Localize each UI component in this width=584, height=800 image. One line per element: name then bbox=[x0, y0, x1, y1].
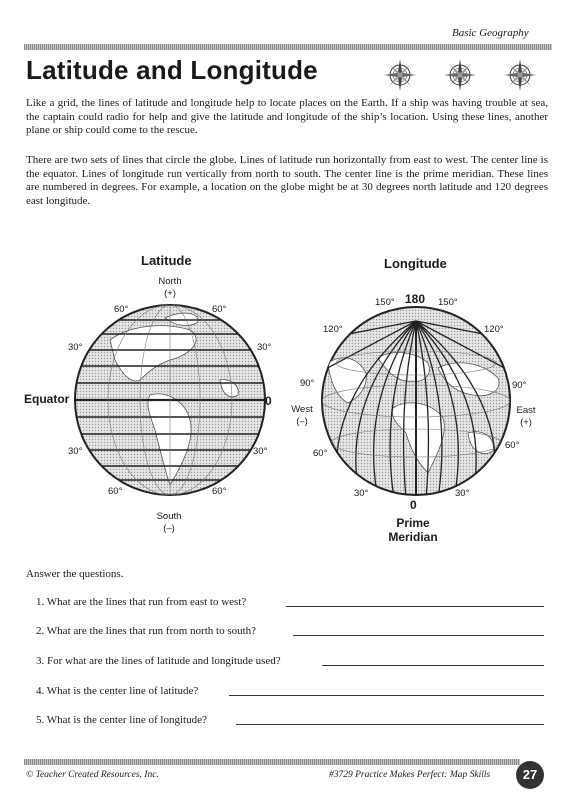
question-4: 4. What is the center line of latitude? bbox=[36, 685, 199, 697]
compass-rose-icon bbox=[383, 58, 417, 92]
lon-150-e: 150° bbox=[438, 297, 458, 308]
lon-150-w: 150° bbox=[375, 297, 395, 308]
longitude-globe bbox=[318, 303, 514, 499]
question-2: 2. What are the lines that run from north to south? bbox=[36, 625, 257, 637]
answer-line-1[interactable] bbox=[286, 606, 544, 607]
top-divider bbox=[24, 44, 552, 50]
lon-60-w: 60° bbox=[313, 448, 328, 459]
question-5: 5. What is the center line of longitude? bbox=[36, 714, 207, 726]
intro-paragraph: Like a grid, the lines of latitude and longitude help to locate places on the Earth. If a ship was having trouble at sea, the captain could radio for help and give the latitude and longitude of the ship’s location. Using these lines, another plane or ship could come to the rescue. bbox=[26, 97, 548, 136]
north-sign: (+) bbox=[164, 288, 176, 299]
publisher-credit: © Teacher Created Resources, Inc. bbox=[26, 770, 159, 780]
question-1: 1. What are the lines that run from east to west? bbox=[36, 596, 247, 608]
lat-60-se: 60° bbox=[212, 486, 227, 497]
lon-120-e: 120° bbox=[484, 324, 504, 335]
east-label: East bbox=[516, 405, 536, 416]
lon-30-w: 30° bbox=[354, 488, 369, 499]
bottom-divider bbox=[24, 759, 520, 765]
latitude-title: Latitude bbox=[141, 253, 192, 268]
prime-label: Prime bbox=[396, 516, 430, 530]
questions-intro: Answer the questions. bbox=[26, 568, 124, 580]
lon-30-e: 30° bbox=[455, 488, 470, 499]
lat-30-se: 30° bbox=[253, 446, 268, 457]
lat-30-nw: 30° bbox=[68, 342, 83, 353]
prime-zero: 0 bbox=[410, 498, 417, 512]
compass-rose-icon bbox=[503, 58, 537, 92]
answer-line-3[interactable] bbox=[322, 665, 544, 666]
lat-60-sw: 60° bbox=[108, 486, 123, 497]
book-reference: #3729 Practice Makes Perfect: Map Skills bbox=[329, 770, 491, 780]
lat-30-ne: 30° bbox=[257, 342, 272, 353]
page-title: Latitude and Longitude bbox=[26, 55, 318, 85]
lon-90-e: 90° bbox=[512, 380, 527, 391]
question-3: 3. For what are the lines of latitude and longitude used? bbox=[36, 655, 281, 667]
equator-label: Equator bbox=[24, 392, 70, 406]
compass-rose-icon bbox=[443, 58, 477, 92]
south-label: South bbox=[156, 511, 182, 522]
answer-line-4[interactable] bbox=[229, 695, 544, 696]
latitude-globe bbox=[70, 300, 270, 500]
lon-60-e: 60° bbox=[505, 440, 520, 451]
east-sign: (+) bbox=[520, 417, 532, 428]
lat-60-nw: 60° bbox=[114, 304, 129, 315]
south-sign: (–) bbox=[163, 523, 175, 534]
north-label: North bbox=[158, 276, 182, 287]
west-sign: (–) bbox=[296, 416, 308, 427]
answer-line-2[interactable] bbox=[293, 635, 544, 636]
lon-90-w: 90° bbox=[300, 378, 315, 389]
lon-180: 180 bbox=[405, 292, 426, 306]
explanation-paragraph: There are two sets of lines that circle the globe. Lines of latitude run horizontally from east to west. The center line is the equator. Lines of longitude run vertically from north to south. The center line is the prime meridian. These lines are numbered in degrees. For example, a location on the globe might be at 30 degrees north latitude and 120 degrees east longitude. bbox=[26, 154, 548, 207]
category-label: Basic Geography bbox=[452, 27, 529, 39]
equator-zero: 0 bbox=[265, 394, 272, 408]
longitude-title: Longitude bbox=[384, 256, 447, 271]
page-number: 27 bbox=[516, 761, 544, 789]
answer-line-5[interactable] bbox=[236, 724, 544, 725]
lat-60-ne: 60° bbox=[212, 304, 227, 315]
west-label: West bbox=[291, 404, 313, 415]
lon-120-w: 120° bbox=[323, 324, 343, 335]
meridian-label: Meridian bbox=[388, 530, 438, 544]
lat-30-sw: 30° bbox=[68, 446, 83, 457]
